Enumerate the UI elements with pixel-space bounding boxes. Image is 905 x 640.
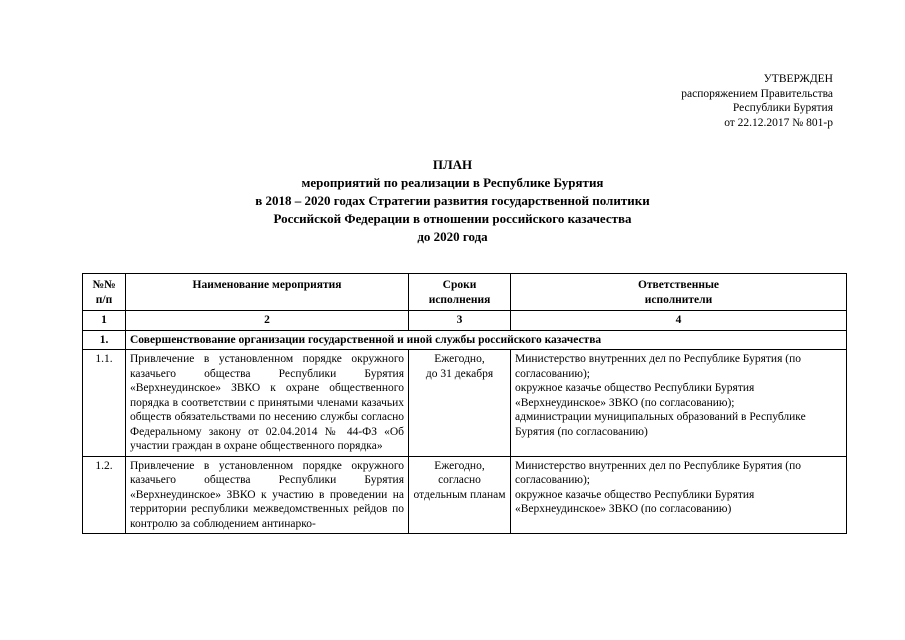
document-title — [0, 156, 905, 246]
executor-line: окружное казачье общество Республики Бурятия «Верхнеудинское» ЗВКО (по согласованию); — [515, 382, 755, 409]
row-term: Ежегодно, согласно отдельным планам — [409, 456, 511, 534]
row-term: Ежегодно, до 31 декабря — [409, 350, 511, 457]
executor-line: Министерство внутренних дел по Республике Бурятия (по согласованию); — [515, 353, 801, 380]
plan-table — [82, 273, 847, 534]
approval-line: Республики Бурятия — [732, 102, 833, 114]
column-number: 2 — [126, 311, 409, 331]
column-number: 1 — [83, 311, 126, 331]
row-executors — [511, 456, 847, 534]
approval-line: распоряжением Правительства — [681, 87, 833, 100]
header-term: Сроки исполнения — [409, 274, 511, 311]
title-line: Российской Федерации в отношении российского казачества — [273, 211, 632, 226]
approval-stamp — [613, 72, 833, 130]
table-row — [83, 350, 847, 457]
column-number: 4 — [511, 311, 847, 331]
title-line: мероприятий по реализации в Республике Бурятия — [301, 175, 604, 190]
column-number: 3 — [409, 311, 511, 331]
row-measure-name: Привлечение в установленном порядке окружного казачьего общества Республики Бурятия «Верхнеудинское» ЗВКО к участию в проведении на территории республики межведомственных рейдов по контролю за соблюдением антинарко- — [126, 456, 409, 534]
title-line: до 2020 года — [417, 229, 488, 244]
column-number-row — [83, 311, 847, 331]
header-name: Наименование мероприятия — [126, 274, 409, 311]
section-title: Совершенствование организации государственной и иной службы российского казачества — [126, 330, 847, 350]
header-exec: Ответственные исполнители — [511, 274, 847, 311]
table-row — [83, 456, 847, 534]
executor-line: окружное казачье общество Республики Бурятия «Верхнеудинское» ЗВКО (по согласованию) — [515, 488, 755, 515]
section-number: 1. — [83, 330, 126, 350]
table-header-row — [83, 274, 847, 311]
title-line: в 2018 – 2020 годах Стратегии развития государственной политики — [255, 193, 650, 208]
approval-line: от 22.12.2017 № 801-р — [724, 116, 833, 129]
row-number: 1.2. — [83, 456, 126, 534]
section-row — [83, 330, 847, 350]
approval-line: УТВЕРЖДЕН — [763, 73, 833, 85]
row-measure-name: Привлечение в установленном порядке окружного казачьего общества Республики Бурятия «Верхнеудинское» ЗВКО к охране общественного порядка в соответствии с принятыми членами казачьих обществ обязательствами по несению службы согласно Федеральному закону от 02.04.2014 № 44-ФЗ «Об участии граждан в охране общественного порядка» — [126, 350, 409, 457]
row-executors — [511, 350, 847, 457]
executor-line: Министерство внутренних дел по Республике Бурятия (по согласованию); — [515, 459, 801, 486]
title-line: ПЛАН — [432, 157, 473, 172]
header-num: №№ п/п — [83, 274, 126, 311]
row-number: 1.1. — [83, 350, 126, 457]
executor-line: администрации муниципальных образований в Республике Бурятия (по согласованию) — [515, 411, 806, 438]
